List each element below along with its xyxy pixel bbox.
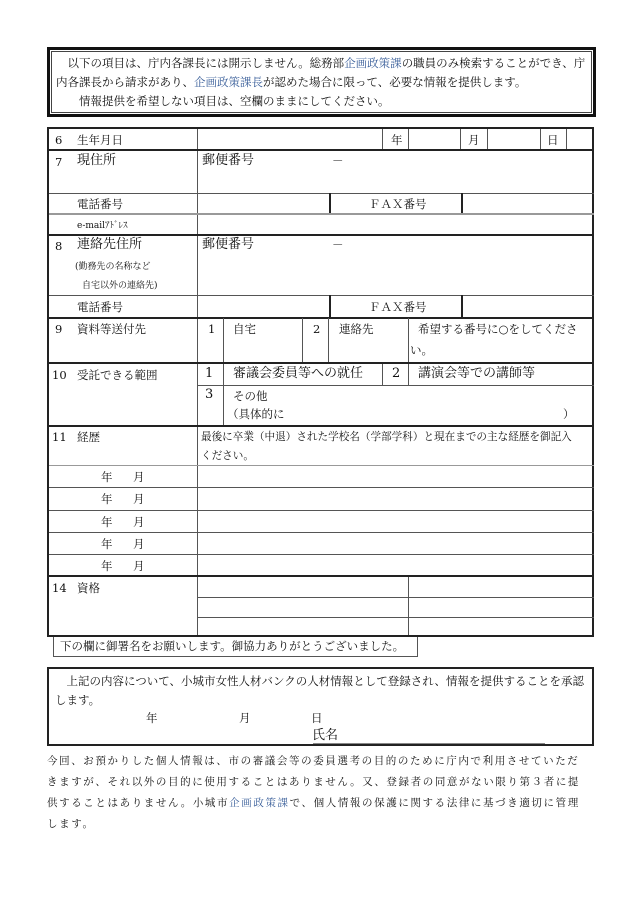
qual-field[interactable]: [409, 598, 594, 617]
qual-field[interactable]: [198, 618, 408, 635]
birth-month-label: 月: [468, 133, 480, 147]
notice-text: 内各課長から請求があり、: [56, 75, 194, 89]
privacy-text: 供することはありません。小城市: [47, 797, 230, 809]
fax-label: ＦＡＸ番号: [369, 197, 427, 211]
career-year: 年: [101, 492, 113, 506]
mailing-instruction-cont: い。: [410, 343, 433, 357]
career-label: 経歴: [77, 430, 100, 444]
phone-field[interactable]: [198, 194, 329, 214]
career-num: 11: [52, 430, 67, 444]
mailing-num: 9: [55, 322, 63, 336]
privacy-text: きますが、それ以外の目的に使用することはありません。又、登録者の同意がない限り第３者に提: [47, 776, 581, 788]
sign-date-field[interactable]: [109, 709, 329, 727]
phone-label: 電話番号: [77, 197, 123, 211]
contact-label: 連絡先住所: [77, 237, 143, 252]
birth-day-label: 日: [547, 133, 559, 147]
privacy-text: します。: [47, 818, 95, 830]
scope-opt2[interactable]: 講演会等での講師等: [418, 366, 536, 381]
address-num: 7: [55, 155, 63, 169]
career-year: 年: [101, 470, 113, 484]
qual-field[interactable]: [409, 577, 594, 597]
mailing-instruction: 希望する番号に○をしてくださ: [418, 322, 578, 336]
scope-specific-label: （具体的に: [227, 407, 285, 421]
career-entry-field[interactable]: [198, 466, 594, 487]
notice-dept: 企画政策課: [344, 56, 402, 70]
contact-address-field[interactable]: [198, 236, 594, 295]
career-entry-field[interactable]: [198, 555, 594, 575]
birth-label: 生年月日: [77, 133, 123, 147]
career-instruction-cont: ください。: [201, 450, 254, 462]
sign-name-label: 氏名: [312, 728, 339, 743]
mailing-opt2-num[interactable]: 2: [313, 322, 321, 336]
notice-text: が認めた場合に限って、必要な情報を提供します。: [263, 75, 527, 89]
career-entry-field[interactable]: [198, 488, 594, 509]
privacy-text: で、個人情報の保護に関する法律に基づき適切に管理: [289, 797, 580, 809]
scope-close-paren: ）: [563, 407, 575, 421]
career-entry-field[interactable]: [198, 533, 594, 554]
scope-num: 10: [52, 368, 67, 382]
scope-specific-field[interactable]: [279, 405, 559, 423]
postal-dash: －: [332, 238, 344, 252]
privacy-text: 今回、お預かりした個人情報は、市の審議会等の委員選考の目的のために庁内で利用させていただ: [47, 755, 580, 767]
address-label: 現住所: [77, 153, 117, 168]
birth-month-field[interactable]: [488, 129, 539, 149]
birth-date-field[interactable]: [198, 129, 382, 149]
contact-fax-label: ＦＡＸ番号: [369, 300, 427, 314]
career-month: 月: [133, 470, 145, 484]
privacy-notice: [47, 751, 595, 835]
sign-year: 年: [146, 711, 158, 725]
postal-label: 郵便番号: [202, 237, 255, 252]
sign-name-field[interactable]: [313, 727, 545, 744]
contact-phone-label: 電話番号: [77, 300, 123, 314]
notice-text: 以下の項目は、庁内各課長には開示しません。総務部: [67, 56, 345, 70]
postal-dash: －: [332, 154, 344, 168]
contact-fax-field[interactable]: [463, 296, 594, 316]
scope-opt2-num[interactable]: 2: [392, 366, 401, 381]
career-year: 年: [101, 515, 113, 529]
birth-year-field[interactable]: [409, 129, 460, 149]
birth-num: 6: [55, 133, 63, 147]
mailing-opt1[interactable]: 自宅: [233, 322, 256, 336]
career-year: 年: [101, 559, 113, 573]
postal-label: 郵便番号: [202, 153, 255, 168]
scope-opt3-num[interactable]: 3: [205, 387, 214, 402]
mailing-opt2[interactable]: 連絡先: [339, 322, 374, 336]
qual-field[interactable]: [409, 618, 594, 635]
qual-label: 資格: [77, 581, 100, 595]
career-year: 年: [101, 537, 113, 551]
sign-day: 日: [311, 711, 323, 725]
mailing-label: 資料等送付先: [77, 322, 146, 336]
notice-text: の職員のみ検索することができ、庁: [401, 56, 586, 70]
consent-box: [47, 667, 594, 746]
privacy-dept: 企画政策課: [229, 797, 290, 809]
consent-text: 上記の内容について、小城市女性人材バンクの人材情報として登録され、情報を提供することを承認: [66, 674, 584, 688]
email-label: e-mailｱﾄﾞﾚｽ: [77, 221, 128, 231]
contact-phone-field[interactable]: [198, 296, 329, 316]
mailing-opt1-num[interactable]: 1: [208, 322, 216, 336]
qual-field[interactable]: [198, 577, 408, 597]
career-month: 月: [133, 537, 145, 551]
contact-sub2: 自宅以外の連絡先): [82, 281, 158, 291]
consent-text-cont: します。: [55, 693, 101, 707]
birth-day-field[interactable]: [567, 129, 594, 149]
birth-year-label: 年: [391, 133, 403, 147]
notice-text: 情報提供を希望しない項目は、空欄のままにしてください。: [79, 94, 390, 108]
career-month: 月: [133, 515, 145, 529]
address-field[interactable]: [198, 151, 594, 193]
scope-opt3[interactable]: その他: [233, 389, 268, 403]
sign-month: 月: [239, 711, 251, 725]
qual-field[interactable]: [198, 598, 408, 617]
signature-note: [53, 637, 418, 657]
signature-note-text: 下の欄に御署名をお願いします。御協力ありがとうございました。: [60, 639, 405, 653]
scope-opt1-num[interactable]: 1: [205, 366, 214, 381]
fax-field[interactable]: [463, 194, 594, 214]
career-month: 月: [133, 492, 145, 506]
contact-num: 8: [55, 239, 63, 253]
registration-table: [47, 127, 594, 637]
scope-opt1[interactable]: 審議会委員等への就任: [233, 366, 364, 381]
career-entry-field[interactable]: [198, 511, 594, 532]
contact-sub1: (勤務先の名称など: [75, 262, 151, 272]
email-field[interactable]: [198, 215, 594, 234]
notice-dept: 企画政策課長: [194, 75, 263, 89]
scope-label: 受託できる範囲: [77, 368, 158, 382]
notice-box: [47, 47, 596, 117]
career-instruction: 最後に卒業（中退）された学校名（学部学科）と現在までの主な経歴を御記入: [201, 431, 572, 443]
career-month: 月: [133, 559, 145, 573]
qual-num: 14: [52, 581, 67, 595]
